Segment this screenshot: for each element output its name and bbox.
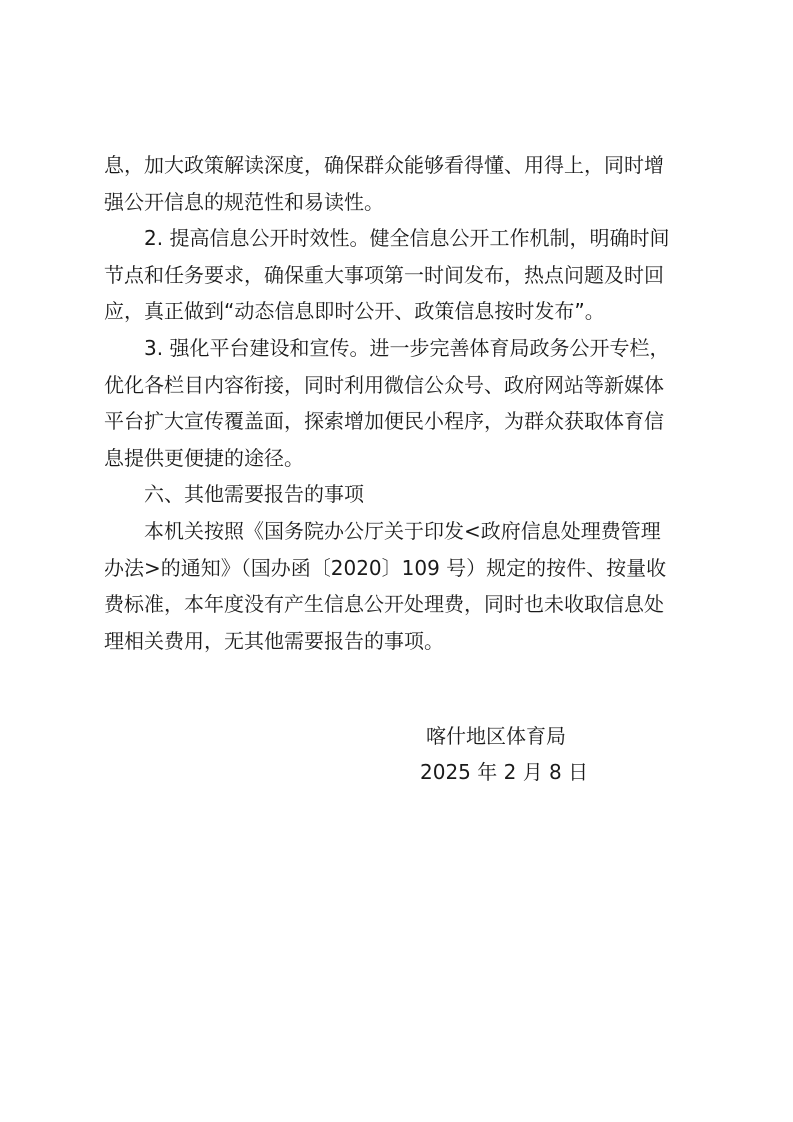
text-line: 2. 提高信息公开时效性。健全信息公开工作机制，明确时间 (144, 226, 670, 251)
text-line: 息提供更便捷的途径。 (104, 445, 304, 470)
text-line: 理相关费用，无其他需要报告的事项。 (104, 628, 444, 653)
text-line: 节点和任务要求，确保重大事项第一时间发布，热点问题及时回 (104, 262, 664, 287)
text-line: 本机关按照《国务院办公厅关于印发<政府信息处理费管理 (144, 518, 661, 543)
signature-organization: 喀什地区体育局 (426, 724, 566, 748)
text-line: 息，加大政策解读深度，确保群众能够看得懂、用得上，同时增 (104, 153, 664, 177)
section-heading: 六、其他需要报告的事项 (144, 482, 364, 507)
text-line: 优化各栏目内容衔接，同时利用微信公众号、政府网站等新媒体 (104, 372, 664, 397)
text-line: 办法>的通知》（国办函〔2020〕109 号）规定的按件、按量收 (104, 555, 667, 580)
signature-date: 2025 年 2 月 8 日 (420, 760, 589, 784)
text-line: 强公开信息的规范性和易读性。 (104, 189, 384, 214)
text-line: 应，真正做到“动态信息即时公开、政策信息按时发布”。 (104, 299, 605, 324)
signature-block (400, 718, 600, 790)
text-line: 3. 强化平台建设和宣传。进一步完善体育局政务公开专栏， (144, 335, 670, 360)
text-line: 平台扩大宣传覆盖面，探索增加便民小程序，为群众获取体育信 (104, 409, 664, 434)
text-line: 费标准，本年度没有产生信息公开处理费，同时也未收取信息处 (104, 592, 664, 617)
document-body (104, 147, 696, 659)
